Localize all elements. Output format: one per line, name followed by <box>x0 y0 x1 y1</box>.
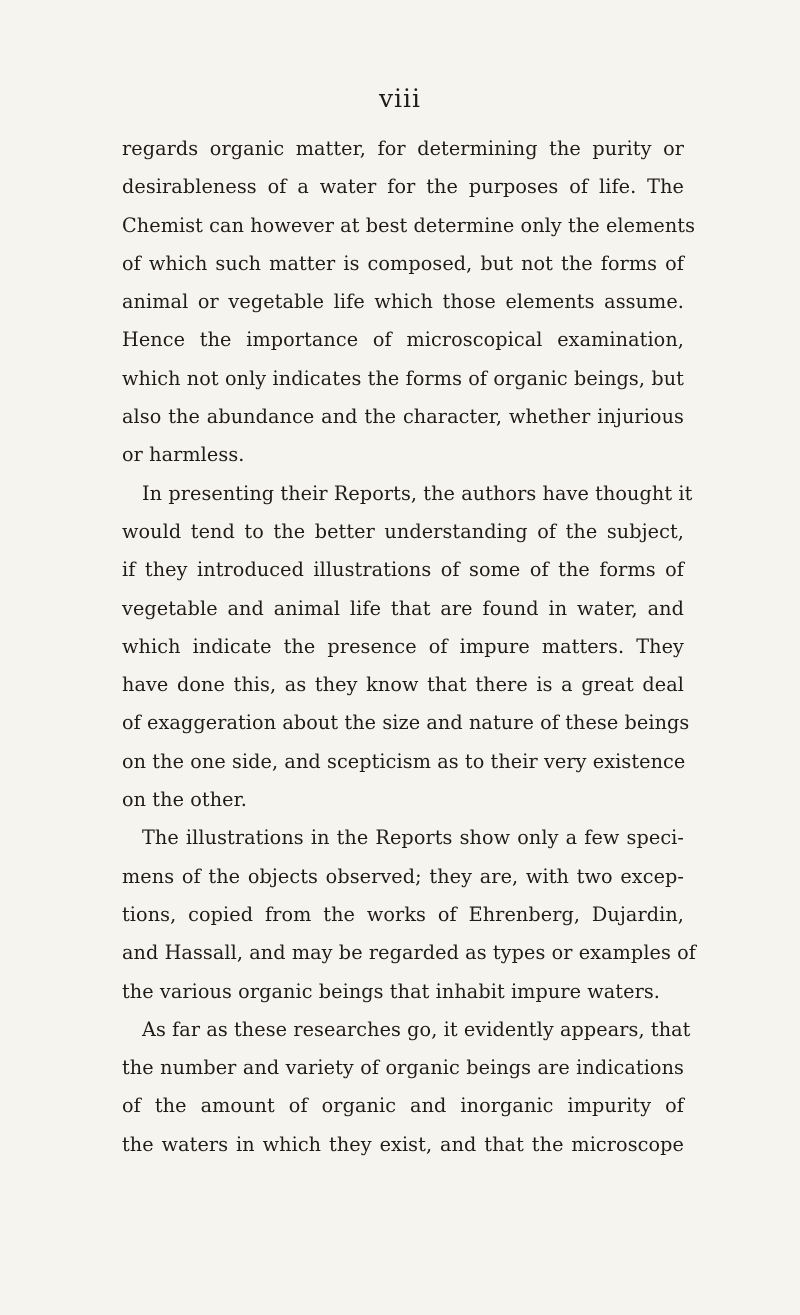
text-line: vegetable and animal life that are found in water, and <box>122 596 684 620</box>
body-text <box>122 130 697 1164</box>
text-line: the number and variety of organic beings are indications <box>122 1056 684 1080</box>
text-line: which not only indicates the forms of organic beings, but <box>122 366 684 390</box>
text-line: mens of the objects observed; they are, with two excep- <box>122 864 684 888</box>
text-line: tions, copied from the works of Ehrenberg, Dujardin, <box>122 902 684 926</box>
text-line: if they introduced illustrations of some of the forms of <box>122 558 684 582</box>
text-line: Chemist can however at best determine only the elements <box>122 213 696 237</box>
text-line: As far as these researches go, it evidently appears, that <box>142 1017 691 1041</box>
text-line: of the amount of organic and inorganic impurity of <box>122 1094 684 1118</box>
text-line: animal or vegetable life which those elements assume. <box>122 290 684 314</box>
text-line: regards organic matter, for determining the purity or <box>122 137 684 160</box>
text-line: have done this, as they know that there is a great deal <box>122 673 684 697</box>
text-line: In presenting their Reports, the authors have thought it <box>142 481 693 505</box>
text-line: of exaggeration about the size and nature of these beings <box>122 711 690 735</box>
text-line: or harmless. <box>122 443 245 467</box>
text-line: also the abundance and the character, whether injurious <box>122 405 684 429</box>
text-line: the waters in which they exist, and that the microscope <box>122 1132 684 1156</box>
text-line: the various organic beings that inhabit impure waters. <box>122 979 660 1003</box>
text-line: The illustrations in the Reports show only a few speci- <box>142 826 684 850</box>
text-line: of which such matter is composed, but not the forms of <box>122 251 684 275</box>
text-line: and Hassall, and may be regarded as types or examples of <box>122 941 697 965</box>
page-number: viii <box>378 84 422 113</box>
text-line: Hence the importance of microscopical examination, <box>122 328 684 352</box>
text-line: on the other. <box>122 788 247 812</box>
text-line: on the one side, and scepticism as to their very existence <box>122 749 686 773</box>
text-line: which indicate the presence of impure matters. They <box>122 634 684 658</box>
text-line: would tend to the better understanding of the subject, <box>122 519 684 543</box>
text-line: desirableness of a water for the purposes of life. The <box>122 175 684 199</box>
